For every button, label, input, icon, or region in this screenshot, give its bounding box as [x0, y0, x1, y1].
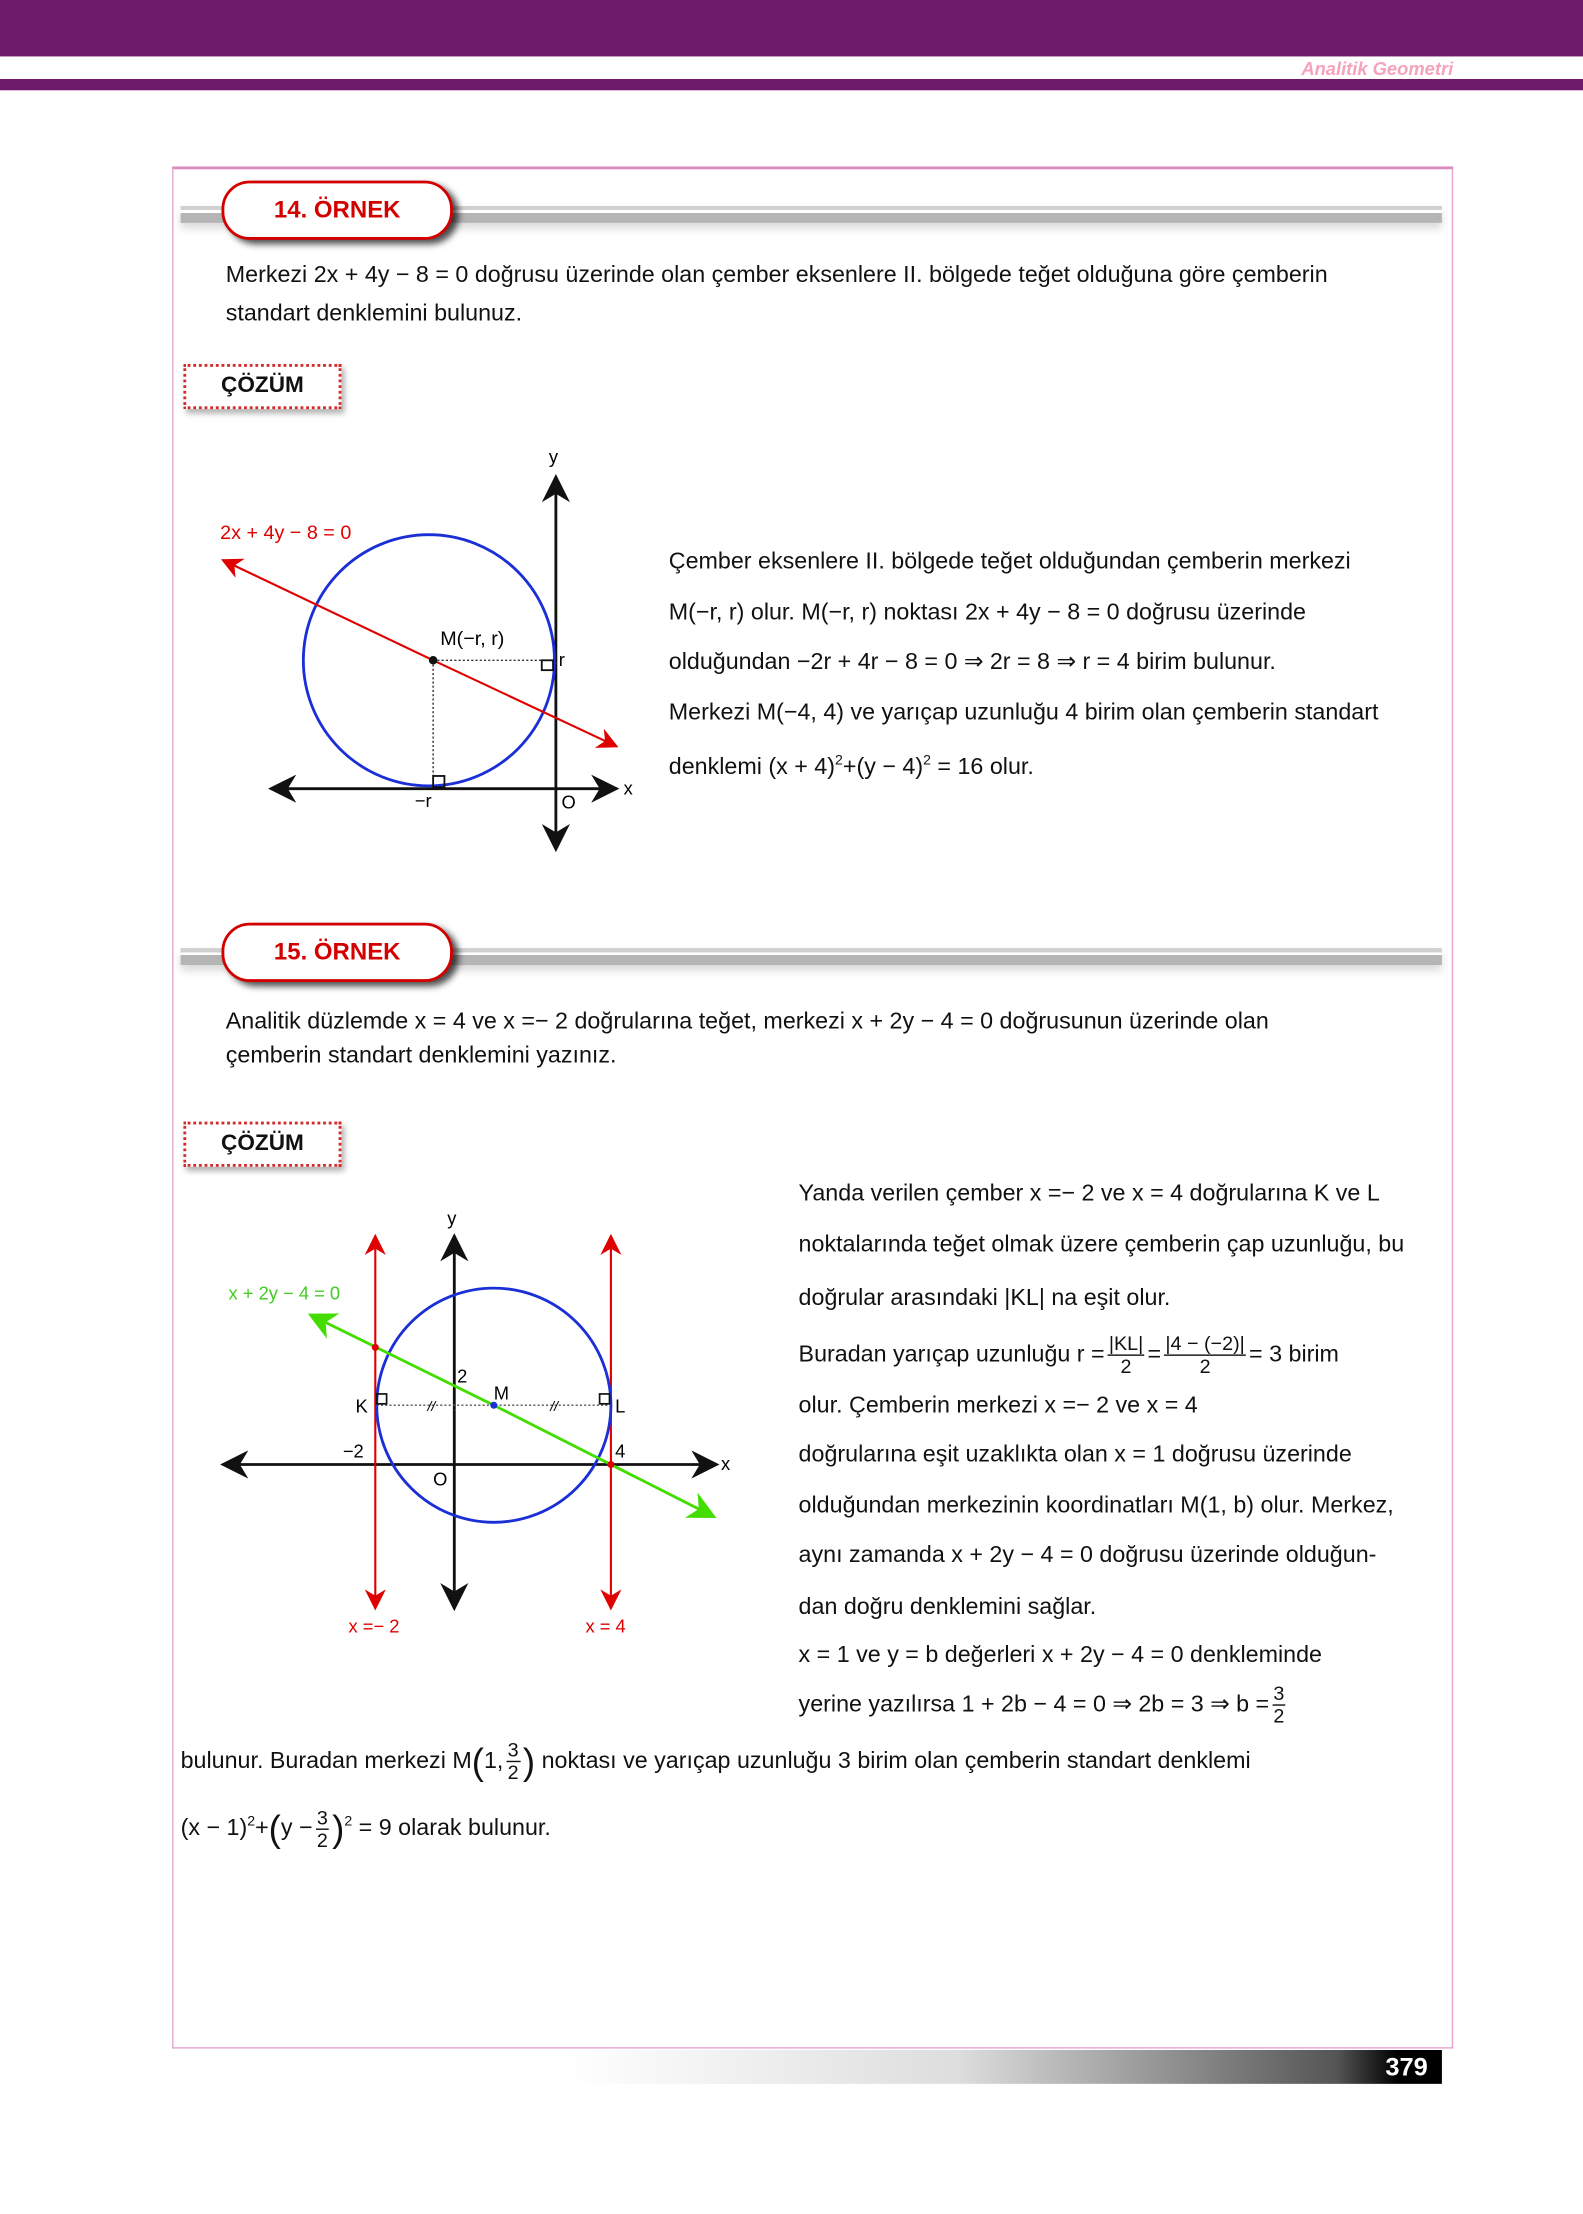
question-line: Analitik düzlemde x = 4 ve x =− 2 doğrularına teğet, merkezi x + 2y − 4 = 0 doğrusunun üzerinde olan	[225, 1008, 1269, 1035]
r-label: r	[558, 648, 565, 670]
fraction	[1107, 1333, 1144, 1377]
center-line	[433, 660, 616, 746]
numerator: 3	[507, 1738, 519, 1761]
denominator: 2	[507, 1760, 519, 1784]
subject-title: Analitik Geometri	[1301, 57, 1454, 80]
eq-part: yerine yazılırsa 1 + 2b − 4 = 0 ⇒ 2b = 3 ⇒ b =	[798, 1691, 1270, 1718]
exponent: 2	[247, 1814, 256, 1830]
solution-line: noktalarında teğet olmak üzere çemberin çap uzunluğu, bu	[798, 1231, 1405, 1258]
solution-line	[669, 748, 1034, 781]
exponent: 2	[835, 753, 843, 769]
numerator: 3	[1273, 1681, 1285, 1705]
denominator: 2	[1273, 1704, 1285, 1728]
solution-line: Merkezi M(−4, 4) ve yarıçap uzunluğu 4 birim olan çemberin standart	[668, 699, 1379, 726]
center-point	[429, 656, 437, 664]
four-label: 4	[615, 1440, 626, 1462]
neg-r-label: −r	[414, 790, 432, 812]
text: = 9 olarak bulunur.	[358, 1815, 551, 1841]
center-label: M(−r, r)	[440, 627, 505, 650]
origin-label: O	[433, 1468, 448, 1490]
intersection-point	[372, 1344, 379, 1351]
solution-line: dan doğru denklemini sağlar.	[798, 1594, 1097, 1620]
question-line: çemberin standart denklemini yazınız.	[225, 1042, 617, 1069]
solution-line: aynı zamanda x + 2y − 4 = 0 doğrusu üzerinde olduğun-	[798, 1542, 1377, 1568]
eq-part: denklemi (x + 4)	[668, 754, 836, 780]
origin-label: O	[561, 791, 576, 813]
numerator: |4 − (−2)|	[1165, 1332, 1245, 1355]
neg-two-label: −2	[342, 1440, 364, 1462]
y-label: y	[548, 445, 559, 467]
conclusion-line	[181, 1733, 1251, 1790]
paren: (	[268, 1807, 281, 1850]
paren: )	[332, 1807, 345, 1850]
text: 1,	[483, 1748, 504, 1774]
y-label: y	[447, 1207, 457, 1229]
denominator: 2	[316, 1827, 328, 1851]
right-angle-mark	[600, 1394, 610, 1404]
line-label: x + 2y − 4 = 0	[228, 1282, 341, 1304]
denominator: 2	[1120, 1354, 1132, 1378]
text: (x − 1)	[180, 1815, 248, 1841]
right-angle-mark	[542, 660, 553, 670]
numerator: 3	[316, 1805, 328, 1828]
center-line	[310, 1315, 493, 1405]
m-label: M	[493, 1382, 510, 1404]
fraction	[1272, 1683, 1286, 1727]
line-label: 2x + 4y − 8 = 0	[220, 521, 352, 544]
question-line: Merkezi 2x + 4y − 8 = 0 doğrusu üzerinde olan çember eksenlere II. bölgede teğet olduğuna göre çemberin	[225, 262, 1328, 288]
question-line: standart denklemini bulunuz.	[225, 300, 523, 326]
solution-line	[799, 1676, 1289, 1732]
text: noktası ve yarıçap uzunluğu 3 birim olan çemberin standart denklemi	[541, 1748, 1251, 1774]
example-14-title: 14. ÖRNEK	[222, 181, 453, 240]
x-label: x	[623, 777, 633, 799]
fraction	[506, 1740, 520, 1784]
numerator: |KL|	[1108, 1332, 1144, 1355]
l-label: L	[615, 1395, 626, 1417]
text: bulunur. Buradan merkezi M	[180, 1748, 472, 1774]
solution-label: ÇÖZÜM	[183, 1122, 341, 1167]
center-line	[223, 560, 433, 660]
paren: )	[522, 1740, 536, 1783]
center-line	[494, 1405, 714, 1516]
text: +	[255, 1815, 269, 1841]
right-line-label: x = 4	[585, 1615, 626, 1637]
left-line-label: x =− 2	[348, 1615, 400, 1637]
tick-mark: //	[427, 1397, 436, 1414]
y-intercept-label: 2	[457, 1365, 468, 1387]
solution-line: olduğundan −2r + 4r − 8 = 0 ⇒ 2r = 8 ⇒ r = 4 birim bulunur.	[668, 649, 1276, 675]
solution-line	[799, 1326, 1339, 1382]
eq-part: = 16 olur.	[937, 754, 1034, 780]
eq-part: +(y − 4)	[842, 754, 924, 780]
k-label: K	[355, 1395, 368, 1417]
example-15-title: 15. ÖRNEK	[222, 923, 453, 982]
solution-line: doğrular arasındaki |KL| na eşit olur.	[798, 1285, 1171, 1311]
intersection-point	[607, 1461, 614, 1468]
text: y −	[280, 1815, 313, 1841]
solution-line: olur. Çemberin merkezi x =− 2 ve x = 4	[798, 1392, 1198, 1418]
exponent: 2	[344, 1814, 353, 1830]
page-number: 379	[1385, 2052, 1428, 2082]
fraction	[1164, 1333, 1246, 1377]
exponent: 2	[923, 753, 931, 769]
fraction	[315, 1807, 329, 1851]
tick-mark: //	[550, 1397, 559, 1414]
solution-label: ÇÖZÜM	[183, 364, 341, 409]
solution-line: Çember eksenlere II. bölgede teğet olduğundan çemberin merkezi	[668, 548, 1351, 575]
solution-line: olduğundan merkezinin koordinatları M(1, b) olur. Merkez,	[798, 1492, 1394, 1519]
solution-line: M(−r, r) olur. M(−r, r) noktası 2x + 4y − 8 = 0 doğrusu üzerinde	[668, 599, 1307, 626]
conclusion-line	[181, 1795, 551, 1857]
denominator: 2	[1199, 1354, 1211, 1378]
solution-line: x = 1 ve y = b değerleri x + 2y − 4 = 0 denkleminde	[798, 1642, 1323, 1668]
eq-part: =	[1147, 1341, 1162, 1368]
solution-line: Yanda verilen çember x =− 2 ve x = 4 doğrularına K ve L	[798, 1180, 1380, 1207]
eq-part: Buradan yarıçap uzunluğu r =	[798, 1341, 1105, 1368]
solution-line: doğrularına eşit uzaklıkta olan x = 1 doğrusu üzerinde	[798, 1441, 1352, 1468]
x-label: x	[720, 1453, 731, 1475]
eq-part: = 3 birim	[1249, 1341, 1339, 1368]
paren: (	[471, 1740, 484, 1783]
page-number-bar	[564, 2050, 1442, 2084]
